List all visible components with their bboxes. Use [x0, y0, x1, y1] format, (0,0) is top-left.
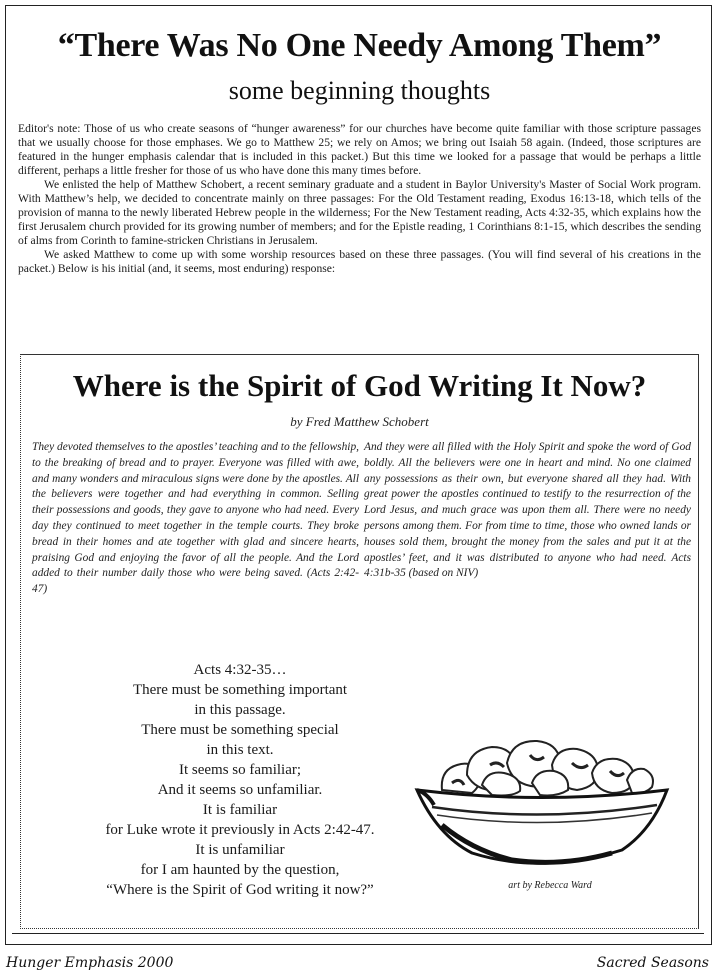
poem	[60, 660, 420, 900]
footer-series: Sacred Seasons	[596, 955, 709, 971]
poem-line: It is unfamiliar	[195, 842, 285, 858]
footer-publication: Hunger Emphasis 2000	[6, 955, 174, 971]
intro-paragraph: We enlisted the help of Matthew Schobert, a recent seminary graduate and a student in Baylor University's Master of Social Work program. With Matthew’s help, we decided to concentrate mainly on three passages: For the Old Testament reading, Exodus 16:13-18, which tells of the provision of manna to the newly liberated Hebrew people in the wilderness; For the New Testament reading, Acts 4:32-35, which explains how the first Jerusalem church provided for its growing number of members; and for the Epistle reading, 1 Corinthians 8:1-15, which describes the sending of alms from Corinth to famine-stricken Christians in Jerusalem.	[18, 178, 701, 247]
poem-line: There must be something important	[132, 682, 348, 698]
intro-paragraph: Editor's note: Those of us who create seasons of “hunger awareness” for our churches have become quite familiar with those scripture passages that we usually choose for those emphases. We go to Matthew 25; we rely on Amos; we bring out Isaiah 58 again. (Indeed, those scriptures are featured in the hunger emphasis calendar that is included in this packet.) But this time we looked for a passage that would be perhaps a little different, perhaps a little fresher for those of us who have done this many times before.	[18, 122, 701, 177]
intro-paragraph: We asked Matthew to come up with some worship resources based on these three passages. (You will find several of his creations in the packet.) Below is his initial (and, it seems, most enduring) response:	[18, 248, 701, 275]
poem-line: in this text.	[206, 742, 274, 758]
poem-line: “Where is the Spirit of God writing it now?”	[106, 882, 374, 898]
art-credit: art by Rebecca Ward	[508, 880, 592, 891]
poem-line: It seems so familiar;	[178, 762, 302, 778]
article-byline: by Fred Matthew Schobert	[290, 414, 429, 429]
article-title: Where is the Spirit of God Writing It Now?	[72, 368, 647, 403]
poem-line: for Luke wrote it previously in Acts 2:42-47.	[105, 822, 375, 838]
scripture-acts-4: And they were all filled with the Holy Spirit and spoke the word of God boldly. All the believers were one in heart and mind. No one claimed any possessions as their own, but everyone shared all they had. With great power the apostles continued to testify to the resurrection of the Lord Jesus, and much grace was upon them all. There were no needy persons among them. For from time to time, those who owned lands or houses sold them, brought the money from the sales and put it at the apostles’ feet, and it was distributed to anyone who had need. Acts 4:31b-35 (based on NIV)	[364, 441, 691, 580]
poem-line: And it seems so unfamiliar.	[157, 782, 323, 798]
poem-line: There must be something special	[141, 722, 339, 738]
poem-line: It is familiar	[202, 802, 278, 818]
page-title: “There Was No One Needy Among Them”	[57, 27, 662, 64]
poem-line: for I am haunted by the question,	[140, 862, 340, 878]
poem-line: in this passage.	[194, 702, 286, 718]
editors-note	[18, 122, 701, 276]
page-subtitle: some beginning thoughts	[228, 76, 491, 105]
bowl-of-bread-icon	[412, 735, 672, 875]
poem-line: Acts 4:32-35…	[193, 662, 287, 678]
scripture-acts-2: They devoted themselves to the apostles’ teaching and to the fellowship, to the breaking of bread and to prayer. Everyone was filled with awe, and many wonders and miraculous signs were done by the apostles. All the believers were together and had everything in common. Selling their possessions and goods, they gave to anyone who had need. Every day they continued to meet together in the temple courts. They broke bread in their homes and ate together with glad and sincere hearts, praising God and enjoying the favor of all the people. And the Lord added to their number daily those who were being saved. (Acts 2:42-47)	[32, 441, 359, 596]
footer-divider	[12, 933, 704, 934]
